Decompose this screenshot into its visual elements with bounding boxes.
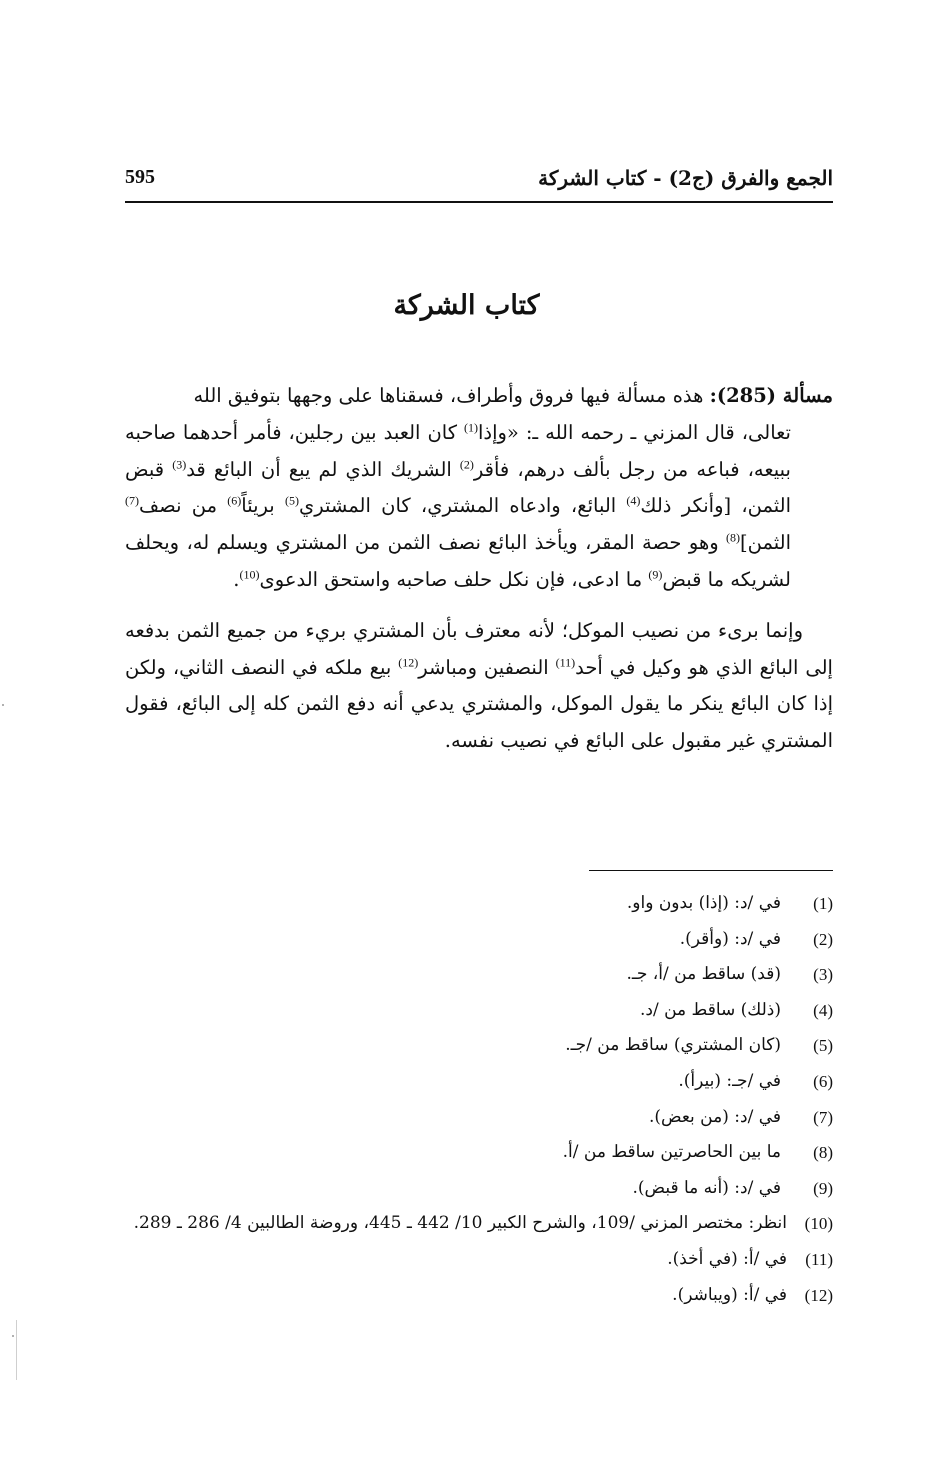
footnote-rule: [589, 870, 833, 871]
scan-speck: [2, 704, 4, 706]
footnote-text: في /د: (أنه ما قبض).: [632, 1177, 781, 1198]
footnote-item: [125, 957, 833, 993]
footnote-marker[interactable]: (1): [464, 420, 478, 435]
footnote-number: (7): [813, 1107, 833, 1127]
text-run: البائع، وادعاه المشتري، كان المشتري: [298, 494, 627, 518]
footnote-item: [125, 1064, 833, 1100]
body-text: [125, 378, 833, 760]
footnote-marker[interactable]: (10): [239, 567, 260, 582]
chapter-title: كتاب الشركة: [393, 290, 540, 321]
page-number: 595: [125, 166, 155, 188]
issue-paragraph: [125, 378, 833, 599]
text-run: بريئاً: [241, 494, 285, 518]
footnote-text: في /أ: (ويباشر).: [672, 1284, 787, 1305]
second-paragraph: [125, 613, 833, 760]
footnote-marker[interactable]: (11): [555, 655, 576, 670]
text-run: النصفين ومباشر: [418, 655, 556, 679]
footnote-text: في /جـ: (بيرأ).: [678, 1070, 781, 1091]
text-run: الثمن]: [740, 531, 791, 555]
running-header-title: الجمع والفرق (ج2) - كتاب الشركة: [538, 166, 833, 190]
footnote-number: (9): [813, 1178, 833, 1198]
footnote-text: في /أ: (في أخذ).: [667, 1248, 787, 1269]
scan-edge-mark: [16, 1320, 17, 1380]
footnote-number: (10): [804, 1214, 833, 1234]
text-run: وهو حصة المقر، ويأخذ البائع نصف الثمن من المشتري ويسلم له، ويحلف لشريكه ما قبض: [125, 531, 791, 591]
footnote-text: في /د: (وأقر).: [679, 928, 781, 949]
issue-first-line: هذه مسألة فيها فروق وأطراف، فسقناها على وجهها بتوفيق الله: [193, 384, 704, 407]
text-run: قبض الثمن، [وأنكر ذلك: [125, 457, 791, 518]
footnote-text: في /د: (من بعض).: [648, 1106, 781, 1127]
footnote-marker[interactable]: (4): [626, 493, 641, 508]
footnote-item: [125, 1028, 833, 1064]
footnote-item: [125, 1135, 833, 1171]
issue-continuation: [125, 415, 833, 599]
footnote-text: في /د: (إذا) بدون واو.: [626, 893, 781, 913]
footnote-number: (8): [813, 1143, 833, 1163]
scan-speck: [12, 1335, 14, 1337]
header-rule: [125, 201, 833, 203]
footnote-number: (5): [813, 1036, 833, 1056]
footnote-number: (4): [813, 1000, 833, 1020]
footnote-number: (1): [813, 894, 833, 913]
text-run: من نصف: [139, 494, 228, 518]
footnote-marker[interactable]: (5): [284, 493, 299, 508]
footnote-number: (12): [804, 1285, 833, 1305]
footnote-marker[interactable]: (6): [227, 493, 242, 508]
footnote-item: [125, 1278, 833, 1314]
footnote-item: [125, 1242, 833, 1278]
text-run: كان العبد بين رجلين، فأمر أحدهما صاحبه ببيعه، فباعه من رجل بألف درهم، فأقر: [125, 420, 791, 481]
footnote-number: (6): [813, 1071, 833, 1091]
footnote-item: [125, 1171, 833, 1207]
footnote-marker[interactable]: (12): [398, 655, 419, 670]
text-run: تعالى، قال المزني ـ رحمه الله ـ: «وإذا: [478, 420, 791, 444]
text-run: الشريك الذي لم يبع أن البائع قد: [186, 457, 460, 481]
footnote-number: (2): [813, 929, 833, 949]
footnote-text: ما بين الحاصرتين ساقط من /أ.: [562, 1142, 781, 1163]
footnote-text: (ذلك) ساقط من /د.: [640, 999, 781, 1020]
footnote-marker[interactable]: (9): [648, 567, 663, 582]
running-header: [125, 166, 833, 202]
footnote-marker[interactable]: (7): [125, 493, 139, 508]
footnote-item: [125, 993, 833, 1029]
footnote-text: (قد) ساقط من /أ، جـ.: [626, 964, 781, 985]
text-run: وإنما برىء من نصيب الموكل؛ لأنه معترف بأن المشتري بريء من جميع الثمن بدفعه إلى البائع الذي هو وكيل في أحد: [125, 618, 833, 679]
text-run: ما ادعى، فإن نكل حلف صاحبه واستحق الدعوى: [259, 567, 649, 591]
footnote-text: (كان المشتري) ساقط من /جـ.: [565, 1035, 781, 1056]
footnote-item: [125, 1206, 833, 1242]
issue-label: مسألة (285):: [709, 384, 833, 407]
footnote-text: انظر: مختصر المزني /109، والشرح الكبير 10/ 442 ـ 445، وروضة الطالبين 4/ 286 ـ 289.: [133, 1213, 787, 1234]
footnote-item: [125, 1100, 833, 1136]
footnote-item: [125, 922, 833, 958]
text-run: .: [233, 567, 240, 591]
footnote-marker[interactable]: (2): [459, 457, 474, 472]
footnote-number: (3): [813, 965, 833, 985]
footnote-marker[interactable]: (8): [726, 530, 741, 545]
footnotes-list: [125, 886, 833, 1313]
text-run: بيع ملكه في النصف الثاني، ولكن إذا كان البائع ينكر ما يقول الموكل، والمشتري يدعي أنه دفع الثمن كله إلى البائع، فقول المشتري غير مقبول على البائع في نصيب نفسه.: [125, 655, 833, 753]
footnote-marker[interactable]: (3): [172, 457, 187, 472]
footnote-item: [125, 886, 833, 922]
footnote-number: (11): [805, 1249, 833, 1269]
